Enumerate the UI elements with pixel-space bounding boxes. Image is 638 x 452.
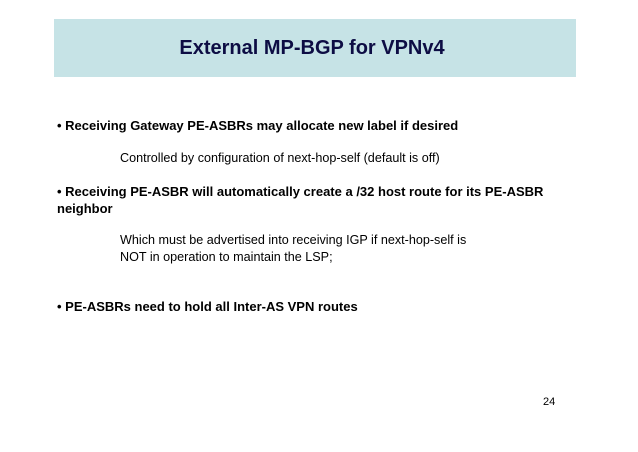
bullet-host-route: • Receiving PE-ASBR will automatically create a /32 host route for its PE-ASBR neighbor xyxy=(57,184,544,216)
subpoint-maintain-lsp: NOT in operation to maintain the LSP; xyxy=(120,250,333,264)
slide-title-bar xyxy=(54,19,576,77)
page-number: 24 xyxy=(543,396,556,408)
subpoint-advertise-igp: Which must be advertised into receiving IGP if next-hop-self is xyxy=(120,233,467,247)
bullet-hold-routes: • PE-ASBRs need to hold all Inter-AS VPN routes xyxy=(57,299,358,314)
slide-title: External MP-BGP for VPNv4 xyxy=(179,36,445,59)
bullet-label-allocation: • Receiving Gateway PE-ASBRs may allocate new label if desired xyxy=(57,118,459,133)
subpoint-next-hop-self: Controlled by configuration of next-hop-self (default is off) xyxy=(120,151,440,165)
